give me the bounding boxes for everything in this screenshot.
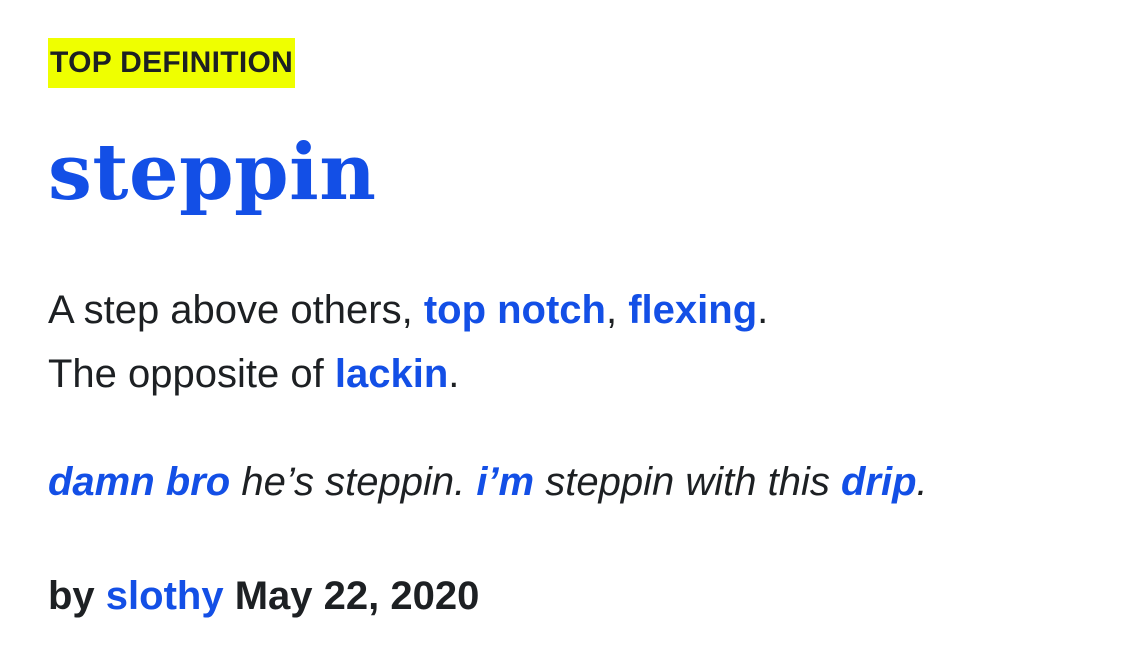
contributor-line (48, 570, 1088, 622)
post-date: May 22, 2020 (223, 574, 480, 618)
definition-meaning (48, 278, 1088, 406)
meaning-period: . (448, 352, 460, 396)
top-definition-badge: TOP DEFINITION (48, 38, 295, 88)
meaning-separator: , (605, 288, 629, 332)
term-link-flexing[interactable]: flexing (628, 288, 758, 332)
contributor-by-label: by (48, 574, 106, 618)
meaning-text: The opposite of (48, 352, 335, 396)
term-link-damn-bro[interactable]: damn bro (48, 460, 231, 504)
example-text: he’s steppin. (230, 460, 477, 504)
term-link-lackin[interactable]: lackin (334, 352, 449, 396)
term-link-drip[interactable]: drip (840, 460, 917, 504)
author-link[interactable]: slothy (105, 574, 224, 618)
definition-example (48, 456, 1088, 508)
term-link-top-notch[interactable]: top notch (423, 288, 606, 332)
meaning-line-1 (48, 278, 1088, 342)
meaning-line-2 (48, 342, 1088, 406)
meaning-text: A step above others, (48, 288, 424, 332)
example-text: steppin with this (534, 460, 841, 504)
definition-word-link[interactable]: steppin (48, 127, 377, 218)
meaning-period: . (757, 288, 769, 332)
definition-card (48, 38, 1088, 622)
term-link-im[interactable]: i’m (476, 460, 535, 504)
example-period: . (916, 460, 928, 504)
